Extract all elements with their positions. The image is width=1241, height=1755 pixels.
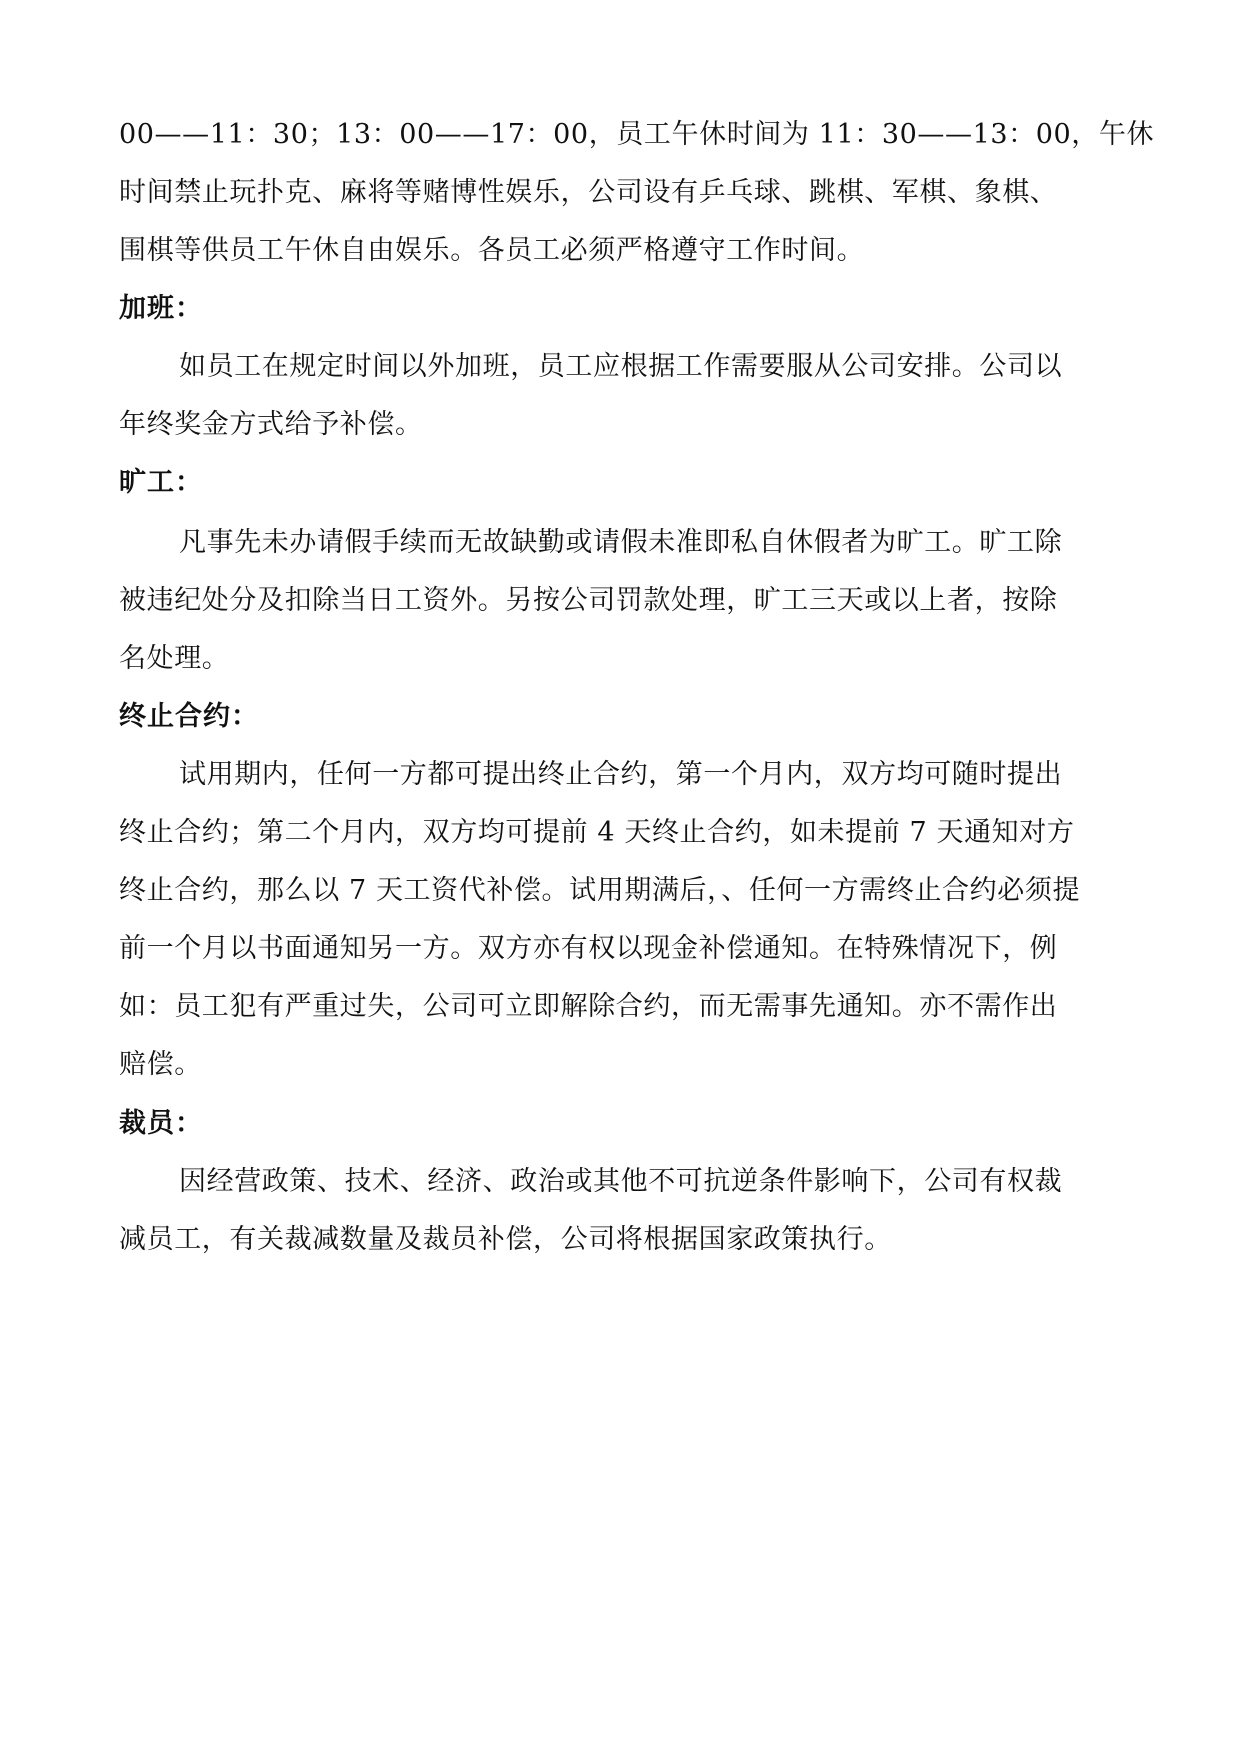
paragraph-line: 终止合约，那么以 7 天工资代补偿。试用期满后，、任何一方需终止合约必须提 [119, 875, 1081, 906]
intro-line: 围棋等供员工午休自由娱乐。各员工必须严格遵守工作时间。 [119, 235, 865, 266]
paragraph-line: 减员工，有关裁减数量及裁员补偿，公司将根据国家政策执行。 [119, 1224, 892, 1255]
paragraph-line: 终止合约；第二个月内，双方均可提前 4 天终止合约，如未提前 7 天通知对方 [119, 817, 1075, 848]
paragraph-line: 如员工在规定时间以外加班，员工应根据工作需要服从公司安排。公司以 [179, 351, 1063, 382]
section-heading-termination: 终止合约： [119, 701, 259, 732]
paragraph-line: 凡事先未办请假手续而无故缺勤或请假未准即私自休假者为旷工。旷工除 [179, 527, 1063, 558]
section-heading-absence: 旷工： [119, 467, 203, 498]
intro-line: 时间禁止玩扑克、麻将等赌博性娱乐，公司设有乒乓球、跳棋、军棋、象棋、 [119, 177, 1058, 208]
paragraph-line: 被违纪处分及扣除当日工资外。另按公司罚款处理，旷工三天或以上者，按除 [119, 585, 1058, 616]
paragraph-line: 赔偿。 [119, 1049, 202, 1080]
section-heading-layoff: 裁员： [119, 1108, 203, 1139]
paragraph-line: 因经营政策、技术、经济、政治或其他不可抗逆条件影响下，公司有权裁 [179, 1166, 1063, 1197]
intro-line: 00——11：30；13：00——17：00，员工午休时间为 11：30——13：00，午休 [119, 119, 1155, 150]
paragraph-line: 如：员工犯有严重过失，公司可立即解除合约，而无需事先通知。亦不需作出 [119, 991, 1058, 1022]
section-heading-overtime: 加班： [119, 293, 203, 324]
paragraph-line: 年终奖金方式给予补偿。 [119, 409, 423, 440]
paragraph-line: 前一个月以书面通知另一方。双方亦有权以现金补偿通知。在特殊情况下，例 [119, 933, 1058, 964]
paragraph-line: 试用期内，任何一方都可提出终止合约，第一个月内，双方均可随时提出 [179, 759, 1063, 790]
paragraph-line: 名处理。 [119, 643, 230, 674]
